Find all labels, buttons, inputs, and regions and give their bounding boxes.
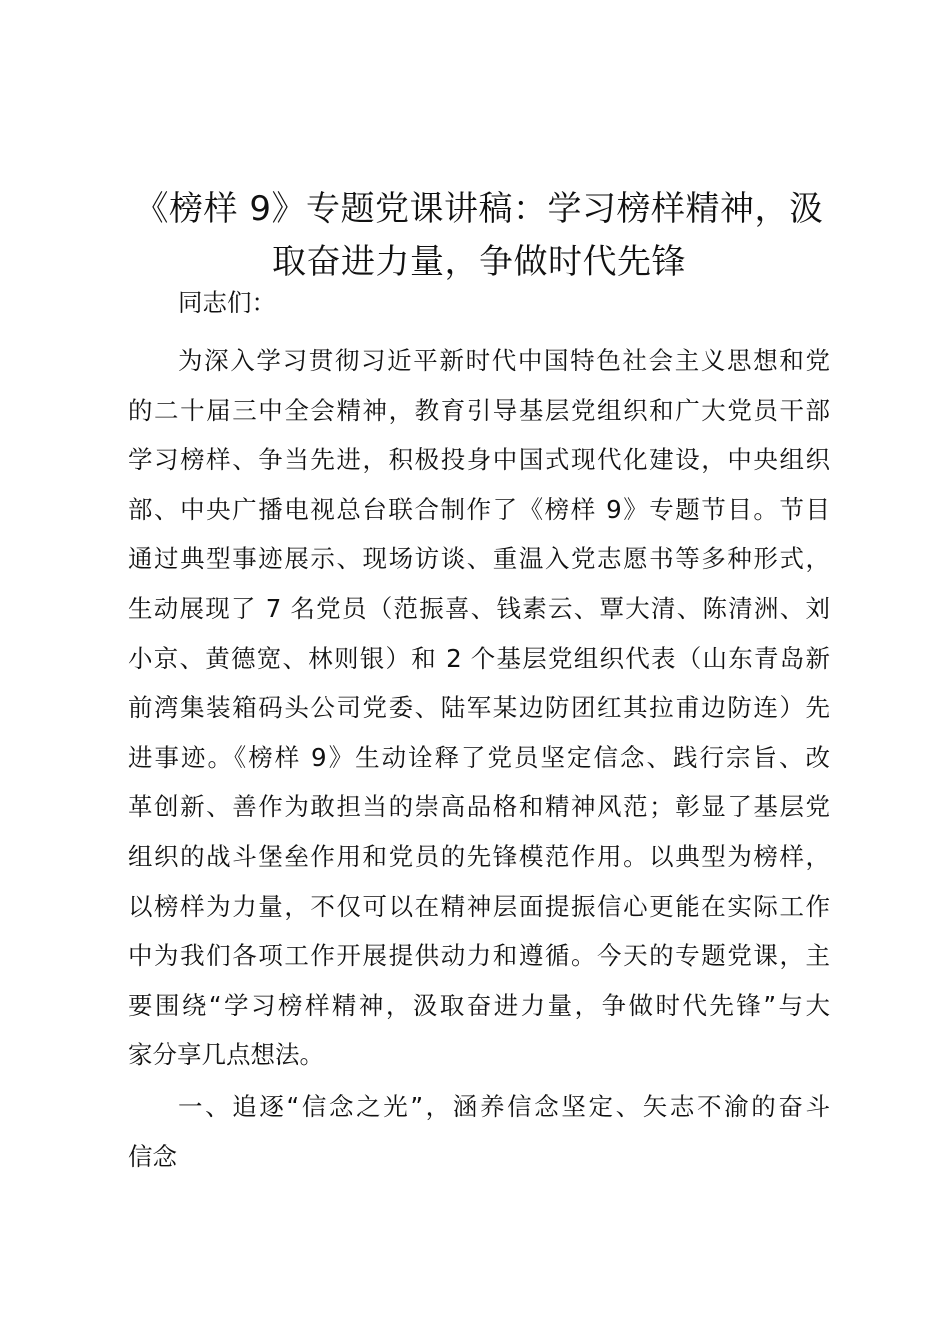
intro-paragraph xyxy=(128,336,848,1080)
title-line: 取奋进力量，争做时代先锋 xyxy=(272,242,686,282)
paragraph-line: 通过典型事迹展示、现场访谈、重温入党志愿书等多种形式， xyxy=(128,544,830,574)
paragraph-line: 生动展现了 7 名党员（范振喜、钱素云、覃大清、陈清洲、刘 xyxy=(128,593,830,623)
paragraph-line: 要围绕“学习榜样精神，汲取奋进力量，争做时代先锋”与大 xyxy=(128,990,830,1020)
salutation: 同志们： xyxy=(178,288,276,317)
paragraph-line: 为深入学习贯彻习近平新时代中国特色社会主义思想和党 xyxy=(178,346,830,375)
paragraph-line: 进事迹。《榜样 9》生动诠释了党员坚定信念、践行宗旨、改 xyxy=(128,742,830,772)
heading-line: 一、追逐“信念之光”，涵养信念坚定、矢志不渝的奋斗 xyxy=(178,1092,830,1121)
paragraph-line: 小京、黄德宽、林则银）和 2 个基层党组织代表（山东青岛新 xyxy=(128,643,830,673)
paragraph-line: 的二十届三中全会精神，教育引导基层党组织和广大党员干部 xyxy=(128,395,830,425)
paragraph-line: 革创新、善作为敢担当的崇高品格和精神风范；彰显了基层党 xyxy=(128,792,830,822)
paragraph-line: 组织的战斗堡垒作用和党员的先锋模范作用。以典型为榜样， xyxy=(128,841,830,871)
paragraph-line: 家分享几点想法。 xyxy=(128,1040,324,1070)
paragraph-line: 以榜样为力量，不仅可以在精神层面提振信心更能在实际工作 xyxy=(128,891,830,921)
paragraph-line: 中为我们各项工作开展提供动力和遵循。今天的专题党课，主 xyxy=(128,941,830,971)
paragraph-line: 部、中央广播电视总台联合制作了《榜样 9》专题节目。节目 xyxy=(128,494,830,524)
title-line: 《榜样 9》专题党课讲稿：学习榜样精神，汲 xyxy=(134,189,824,229)
section-heading xyxy=(128,1082,848,1181)
paragraph-line: 前湾集装箱码头公司党委、陆军某边防团红其拉甫边防连）先 xyxy=(128,693,830,723)
paragraph-line: 学习榜样、争当先进，积极投身中国式现代化建设，中央组织 xyxy=(128,445,830,475)
document-title xyxy=(120,183,838,289)
heading-line: 信念 xyxy=(128,1141,177,1171)
